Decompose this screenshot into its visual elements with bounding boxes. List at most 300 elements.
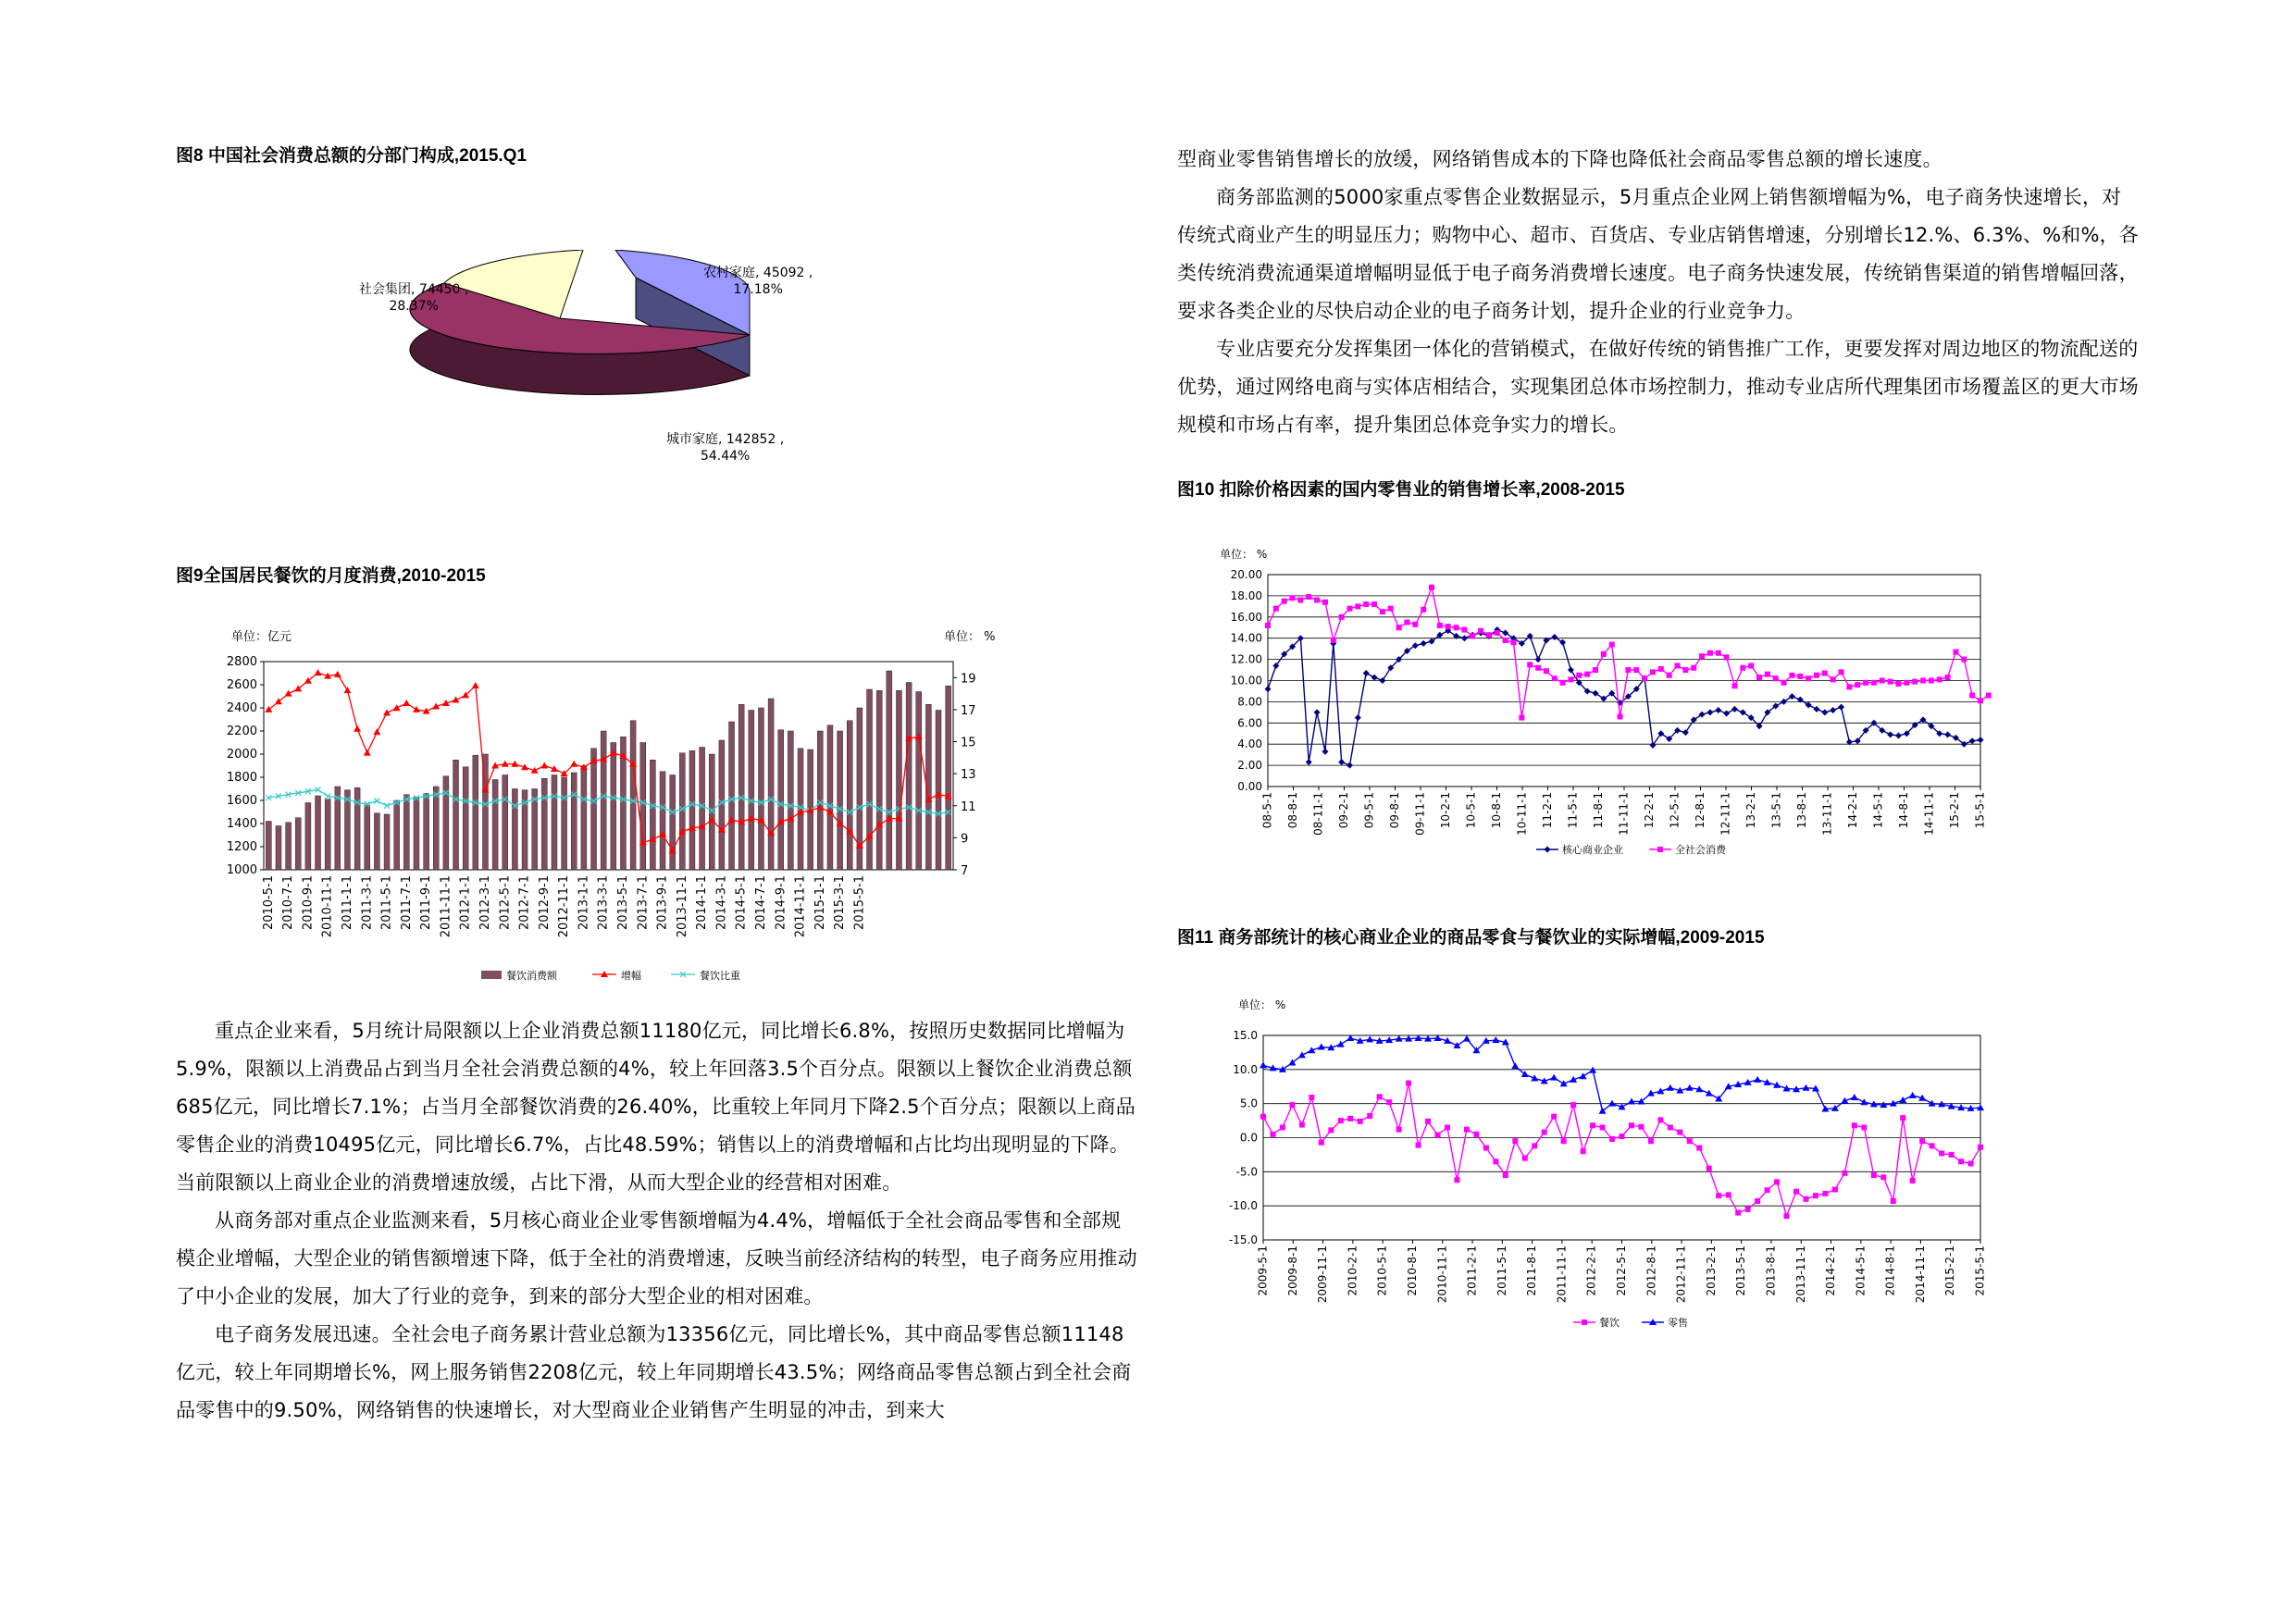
fig11-point <box>1822 1191 1828 1196</box>
fig10-point <box>1675 663 1681 668</box>
fig10-point <box>1920 678 1926 684</box>
fig10-y-label: 2.00 <box>1237 759 1262 773</box>
fig11-point <box>1445 1124 1450 1130</box>
fig9-x-label: 2013-11-1 <box>675 875 689 938</box>
fig9-bar <box>374 813 379 870</box>
fig8-label-rural: 农村家庭, 45092 , 17.18% <box>703 266 813 297</box>
fig9-legend-bar-swatch <box>481 971 502 979</box>
fig10-point <box>1789 673 1794 678</box>
fig11-point <box>1891 1198 1896 1204</box>
fig11-point <box>1435 1133 1441 1138</box>
fig11-x-label: 2012-8-1 <box>1644 1245 1658 1296</box>
fig11-x-label: 2010-8-1 <box>1405 1245 1419 1296</box>
fig11-x-label: 2015-2-1 <box>1943 1245 1957 1296</box>
fig9-yleft-label: 1600 <box>226 794 257 808</box>
fig9-x-label: 2013-1-1 <box>577 875 591 931</box>
fig9-bar <box>867 689 873 870</box>
fig11-point <box>1483 1146 1489 1151</box>
fig10-point <box>1535 665 1541 671</box>
fig10-point <box>1831 676 1836 682</box>
fig11-x-label: 2014-2-1 <box>1824 1245 1838 1296</box>
fig11-legend-label: 餐饮 <box>1599 1317 1620 1329</box>
fig10-x-label: 13-8-1 <box>1795 792 1808 829</box>
fig10-x-label: 12-8-1 <box>1694 792 1706 829</box>
fig10-point <box>1855 682 1860 688</box>
fig10-point <box>1412 622 1418 627</box>
fig10-point <box>1880 678 1885 684</box>
fig10-point <box>1716 650 1721 656</box>
left-paragraph-1: 重点企业来看，5月统计局限额以上企业消费总额11180亿元，同比增长6.8%，按照历史数据同比增幅为5.9%，限额以上消费品占到当月全社会消费总额的4%，较上年回落3.5个百分点。限额以上餐饮企业消费总额685亿元，同比增长7.1%；占当月全部餐饮消费的26.40%，比重较上年同月下降2.5个百分点；限额以上商品零售企业的消费10495亿元，同比增长6.7%，占比48.59%；销售以上的消费增幅和占比均出现明显的下降。当前限额以上商业企业的消费增速放缓，占比下滑，从而大型企业的经营相对困难。 <box>176 1020 1136 1194</box>
fig11-caption: 图11 商务部统计的核心商业企业的商品零食与餐饮业的实际增幅,2009-2015 <box>1177 928 1765 948</box>
fig10-point <box>1839 669 1844 675</box>
left-paragraph-3: 电子商务发展迅速。全社会电子商务累计营业总额为13356亿元，同比增长%，其中商品零售总额11148亿元，较上年同期增长%，网上服务销售2208亿元，较上年同期增长43.5%；网络商品零售总额占到全社会商品零售中的9.50%，网络销售的快速增长，对大型商业企业销售产生明显的冲击，到来大 <box>176 1323 1132 1421</box>
fig9-yright-label: 17 <box>961 703 976 718</box>
fig10-point <box>1748 663 1754 668</box>
fig10-x-label: 09-8-1 <box>1388 792 1401 829</box>
fig11-y-label: -5.0 <box>1235 1165 1258 1179</box>
fig9-bar <box>611 743 616 871</box>
fig9-bar <box>768 699 774 870</box>
fig10-point <box>1396 625 1402 630</box>
fig11-point <box>1687 1138 1693 1144</box>
fig10-point <box>1314 597 1320 602</box>
fig11-point <box>1677 1130 1682 1135</box>
fig10-y-label: 14.00 <box>1230 631 1262 645</box>
fig11-point <box>1416 1143 1421 1148</box>
fig10-x-label: 08-5-1 <box>1260 792 1274 829</box>
fig9-x-label: 2011-1-1 <box>340 875 354 931</box>
fig9-bar <box>492 780 498 871</box>
fig9-x-label: 2012-3-1 <box>478 875 492 931</box>
fig9-bar <box>571 773 577 870</box>
fig9-bar <box>305 803 311 871</box>
fig10-point <box>1871 680 1877 686</box>
fig10-point <box>1953 650 1958 655</box>
fig10-point <box>1495 630 1500 636</box>
fig10-point <box>1511 639 1517 645</box>
fig9-bar <box>896 690 901 870</box>
fig10-x-label: 13-2-1 <box>1744 792 1757 829</box>
fig9-bar <box>670 775 676 871</box>
fig11-point <box>1609 1136 1615 1142</box>
fig10-point <box>1331 638 1336 643</box>
fig9-bar <box>906 683 912 871</box>
fig10-point <box>1576 673 1582 678</box>
fig10-caption: 图10 扣除价格因素的国内零售业的销售增长率,2008-2015 <box>1177 480 1625 500</box>
fig10-point <box>1724 654 1730 660</box>
fig10-x-label: 13-11-1 <box>1820 792 1834 836</box>
fig11-x-label: 2011-2-1 <box>1465 1245 1479 1296</box>
fig10-x-label: 12-2-1 <box>1643 792 1656 829</box>
fig9-bar <box>325 799 330 870</box>
fig9-x-label: 2012-9-1 <box>537 875 552 931</box>
fig9-yright-label: 15 <box>961 736 976 750</box>
fig9-legend-share: 餐饮比重 <box>700 970 740 982</box>
fig11-point <box>1755 1198 1760 1204</box>
fig10-point <box>1478 628 1483 634</box>
fig9-yleft-label: 2600 <box>226 678 257 692</box>
fig10-legend-label: 核心商业企业 <box>1562 844 1623 856</box>
fig11-point <box>1958 1158 1964 1164</box>
fig10-point <box>1846 684 1852 689</box>
fig10-chart <box>1212 541 1999 865</box>
right-paragraph-3: 专业店要充分发挥集团一体化的营销模式，在做好传统的销售推广工作，更要发挥对周边地区的物流配送的优势，通过网络电商与实体店相结合，实现集团总体市场控制力，推动专业店所代理集团市场覆盖区的更大市场规模和市场占有率，提升集团总体竞争实力的增长。 <box>1177 338 2139 436</box>
fig9-yright-label: 19 <box>961 672 976 687</box>
fig11-point <box>1358 1119 1363 1124</box>
fig11-legend-label: 零售 <box>1668 1317 1688 1329</box>
fig10-unit: 单位： % <box>1220 548 1268 561</box>
fig9-x-label: 2015-1-1 <box>813 875 827 931</box>
fig9-bar <box>758 708 763 870</box>
fig9-x-label: 2013-5-1 <box>615 875 630 931</box>
fig11-point <box>1765 1187 1770 1193</box>
fig10-x-label: 12-5-1 <box>1668 792 1682 829</box>
fig10-x-label: 09-11-1 <box>1413 792 1427 836</box>
fig11-point <box>1473 1132 1479 1137</box>
fig11-point <box>1425 1119 1431 1124</box>
fig9-legend-growth: 增幅 <box>621 970 641 982</box>
fig11-x-label: 2011-8-1 <box>1525 1245 1539 1296</box>
fig11-point <box>1493 1158 1498 1164</box>
fig10-x-label: 08-11-1 <box>1311 792 1325 836</box>
fig10-x-label: 15-5-1 <box>1973 792 1987 829</box>
fig10-point <box>1388 606 1394 612</box>
fig9-bar <box>788 731 793 870</box>
fig10-point <box>1978 698 1983 703</box>
fig10-point <box>1404 620 1409 626</box>
fig9-yright-label: 7 <box>961 864 969 878</box>
fig11-point <box>1871 1172 1877 1178</box>
fig10-x-label: 13-5-1 <box>1769 792 1783 829</box>
fig10-point <box>1937 676 1942 682</box>
fig10-point <box>1625 667 1631 673</box>
left-body-text <box>176 1012 1138 1430</box>
fig10-x-label: 10-2-1 <box>1439 792 1452 829</box>
fig11-point <box>1638 1124 1644 1130</box>
fig10-point <box>1888 679 1893 685</box>
fig10-point <box>1756 675 1762 680</box>
fig10-point <box>1814 673 1819 678</box>
fig10-point <box>1912 679 1917 685</box>
fig9-bar <box>394 800 400 870</box>
fig10-point <box>1282 599 1287 604</box>
fig9-yleft-label: 1000 <box>226 863 257 877</box>
fig9-bar <box>433 787 439 870</box>
fig9-bar <box>689 750 695 870</box>
fig11-point <box>1968 1160 1974 1166</box>
fig10-x-label: 08-8-1 <box>1286 792 1299 829</box>
fig11-x-label: 2012-11-1 <box>1674 1245 1688 1304</box>
fig11-x-label: 2013-8-1 <box>1764 1245 1778 1296</box>
fig11-x-label: 2014-11-1 <box>1913 1245 1927 1304</box>
fig9-x-label: 2010-11-1 <box>320 875 335 938</box>
fig11-y-label: 5.0 <box>1239 1096 1258 1110</box>
fig10-point <box>1781 680 1787 686</box>
fig11-unit: 单位： % <box>1238 998 1286 1011</box>
fig10-point <box>1486 632 1492 638</box>
fig11-point <box>1581 1148 1586 1154</box>
fig9-legend-bar: 餐饮消费额 <box>506 970 557 982</box>
fig11-point <box>1396 1127 1402 1133</box>
fig10-point <box>1929 678 1934 684</box>
fig11-point <box>1542 1130 1547 1135</box>
fig11-x-label: 2009-5-1 <box>1256 1245 1270 1296</box>
fig11-point <box>1260 1114 1266 1120</box>
fig11-x-label: 2009-8-1 <box>1285 1245 1299 1296</box>
fig10-point <box>1560 680 1566 686</box>
fig10-point <box>1454 625 1459 630</box>
fig10-point <box>1609 642 1615 648</box>
fig9-bar <box>847 721 852 870</box>
fig9-x-label: 2011-11-1 <box>439 875 453 938</box>
fig11-point <box>1668 1124 1673 1130</box>
fig9-bar <box>276 826 281 871</box>
fig10-point <box>1470 633 1475 638</box>
fig9-right-unit: 单位： % <box>944 630 996 644</box>
fig10-point <box>1552 675 1558 681</box>
fig10-y-label: 20.00 <box>1230 568 1262 581</box>
fig10-y-label: 12.00 <box>1230 652 1262 666</box>
fig9-bar <box>778 730 784 870</box>
fig11-point <box>1657 1117 1663 1122</box>
fig11-point <box>1620 1134 1625 1139</box>
fig9-caption: 图9全国居民餐饮的月度消费,2010-2015 <box>176 566 486 586</box>
fig9-bar <box>316 796 321 870</box>
fig9-yleft-label: 2400 <box>226 701 257 715</box>
fig9-bar <box>562 777 567 870</box>
fig9-yright-label: 13 <box>961 768 976 783</box>
fig11-point <box>1813 1193 1818 1198</box>
fig9-x-label: 2012-11-1 <box>557 875 572 938</box>
fig10-point <box>1904 680 1909 686</box>
fig11-point <box>1532 1143 1537 1148</box>
fig11-x-label: 2010-5-1 <box>1375 1245 1389 1296</box>
fig11-point <box>1570 1102 1576 1108</box>
fig11-point <box>1367 1113 1372 1119</box>
fig9-bar <box>581 766 587 871</box>
fig11-point <box>1745 1207 1751 1212</box>
fig10-point <box>1380 609 1385 614</box>
fig9-x-label: 2014-11-1 <box>793 875 808 938</box>
fig9-x-label: 2012-5-1 <box>498 875 513 931</box>
fig11-point <box>1978 1145 1983 1150</box>
fig10-point <box>1446 624 1451 629</box>
right-body-text <box>1177 141 2140 444</box>
fig10-x-label: 14-5-1 <box>1871 792 1885 829</box>
fig9-x-label: 2015-5-1 <box>852 875 867 931</box>
fig10-x-label: 09-5-1 <box>1362 792 1376 829</box>
fig10-point <box>1797 674 1803 679</box>
fig11-point <box>1377 1094 1383 1099</box>
fig9-bar <box>838 731 843 870</box>
right-paragraph-1: 型商业零售销售增长的放缓，网络销售成本的下降也降低社会商品零售总额的增长速度。 <box>1177 148 1942 170</box>
fig11-y-label: 0.0 <box>1239 1131 1258 1145</box>
fig10-x-label: 10-8-1 <box>1490 792 1503 829</box>
fig9-yleft-label: 1800 <box>226 771 257 785</box>
fig11-point <box>1706 1166 1712 1171</box>
fig10-point <box>1822 670 1828 675</box>
fig9-x-label: 2013-3-1 <box>596 875 611 931</box>
fig11-point <box>1716 1193 1721 1198</box>
fig10-x-label: 11-8-1 <box>1592 792 1605 829</box>
fig11-point <box>1803 1196 1808 1202</box>
fig11-point <box>1299 1122 1305 1128</box>
fig9-x-label: 2010-5-1 <box>261 875 276 931</box>
fig9-x-label: 2014-9-1 <box>774 875 788 931</box>
fig8-label-city: 城市家庭, 142852 , 54.44% <box>666 432 785 464</box>
fig11-point <box>1910 1178 1916 1183</box>
fig9-x-label: 2014-1-1 <box>695 875 710 931</box>
fig9-bar <box>384 814 390 870</box>
fig10-point <box>1601 651 1607 657</box>
fig9-bar <box>660 772 665 870</box>
fig11-legend-marker <box>1582 1319 1587 1325</box>
fig11-point <box>1309 1095 1314 1100</box>
fig9-x-label: 2013-9-1 <box>655 875 670 931</box>
fig10-point <box>1806 675 1811 681</box>
fig9-bar <box>463 767 468 870</box>
fig9-bar <box>443 776 449 870</box>
fig10-point <box>1895 681 1901 687</box>
fig9-yright-label: 9 <box>961 832 969 847</box>
fig11-point <box>1832 1186 1838 1192</box>
fig10-point <box>1544 668 1549 674</box>
fig11-point <box>1454 1177 1459 1183</box>
fig11-x-label: 2009-11-1 <box>1316 1245 1330 1304</box>
fig10-point <box>1421 607 1426 613</box>
fig9-yleft-label: 2200 <box>226 725 257 738</box>
fig8-label-group-text: 社会集团 <box>359 282 411 297</box>
fig9-bar <box>640 743 646 871</box>
fig9-x-label: 2011-7-1 <box>399 875 414 931</box>
fig9-yleft-label: 2000 <box>226 748 257 762</box>
fig9-bar <box>946 686 951 870</box>
fig9-bar <box>266 822 271 871</box>
fig10-point <box>1322 600 1328 605</box>
fig9-bar <box>453 760 459 870</box>
fig11-point <box>1280 1124 1285 1130</box>
fig10-x-label: 11-11-1 <box>1617 792 1631 836</box>
fig10-y-label: 6.00 <box>1237 716 1262 730</box>
fig9-x-label: 2011-3-1 <box>360 875 375 931</box>
fig10-point <box>1618 713 1623 719</box>
fig10-x-label: 11-2-1 <box>1541 792 1554 829</box>
fig10-point <box>1297 597 1303 602</box>
fig11-x-label: 2013-11-1 <box>1793 1245 1807 1304</box>
fig10-point <box>1429 585 1434 590</box>
fig9-x-label: 2014-5-1 <box>734 875 749 931</box>
fig9-bar <box>650 760 655 870</box>
fig10-point <box>1347 606 1353 612</box>
fig10-point <box>1568 676 1573 682</box>
fig9-bar <box>936 711 941 871</box>
fig8-caption: 图8 中国社会消费总额的分部门构成,2015.Q1 <box>176 146 527 166</box>
fig11-point <box>1328 1127 1334 1133</box>
fig9-x-label: 2015-3-1 <box>833 875 848 931</box>
fig10-x-label: 11-5-1 <box>1566 792 1580 829</box>
fig10-point <box>1273 606 1279 612</box>
fig10-point <box>1593 667 1598 673</box>
fig10-point <box>1650 669 1656 675</box>
fig11-y-label: -15.0 <box>1228 1233 1258 1246</box>
fig10-x-label: 14-8-1 <box>1897 792 1910 829</box>
fig11-x-label: 2012-2-1 <box>1584 1245 1598 1296</box>
fig11-point <box>1949 1152 1955 1158</box>
fig10-point <box>1584 672 1590 677</box>
fig9-left-unit: 单位：亿元 <box>231 630 292 644</box>
fig9-bar <box>591 749 597 870</box>
fig9-chart <box>204 620 1018 999</box>
fig9-bar <box>630 721 636 870</box>
fig11-point <box>1590 1122 1595 1128</box>
fig11-point <box>1629 1122 1634 1128</box>
fig10-x-label: 12-11-1 <box>1719 792 1732 836</box>
fig11-x-label: 2012-5-1 <box>1615 1245 1628 1296</box>
fig11-point <box>1347 1116 1353 1121</box>
fig11-point <box>1774 1179 1780 1184</box>
fig10-point <box>1961 657 1967 663</box>
fig10-point <box>1863 680 1868 686</box>
fig10-legend-marker <box>1657 847 1663 852</box>
fig10-y-label: 18.00 <box>1230 588 1262 602</box>
fig9-bar <box>601 731 606 870</box>
fig10-point <box>1290 595 1296 601</box>
fig10-point <box>1699 653 1705 659</box>
fig9-bar <box>512 789 517 871</box>
fig11-point <box>1464 1127 1470 1133</box>
fig11-x-label: 2014-5-1 <box>1854 1245 1868 1296</box>
fig11-x-label: 2010-11-1 <box>1435 1245 1449 1304</box>
fig11-x-label: 2013-2-1 <box>1704 1245 1718 1296</box>
fig8-label-city-text: 城市家庭 <box>666 432 718 447</box>
fig11-point <box>1919 1138 1925 1144</box>
fig9-yright-label: 11 <box>961 799 976 814</box>
fig11-point <box>1793 1189 1799 1195</box>
fig10-x-label: 10-11-1 <box>1515 792 1529 836</box>
fig11-point <box>1696 1146 1702 1151</box>
fig9-bar <box>503 775 508 871</box>
fig10-point <box>1306 594 1311 600</box>
fig11-point <box>1735 1210 1741 1216</box>
fig11-point <box>1930 1143 1935 1148</box>
fig10-point <box>1682 667 1688 673</box>
fig11-point <box>1319 1140 1324 1146</box>
fig10-point <box>1691 665 1696 671</box>
fig11-chart <box>1222 992 1999 1344</box>
fig11-point <box>1270 1132 1275 1137</box>
fig10-point <box>1740 665 1745 671</box>
fig10-point <box>1355 603 1360 609</box>
fig10-point <box>1765 672 1770 677</box>
fig9-bar <box>738 704 744 870</box>
fig9-yleft-label: 1200 <box>226 840 257 854</box>
fig10-point <box>1658 666 1664 672</box>
fig9-bar <box>887 671 892 870</box>
fig9-bar <box>729 722 735 870</box>
fig9-x-label: 2012-1-1 <box>458 875 473 931</box>
fig10-y-label: 0.00 <box>1237 780 1262 793</box>
fig9-bar <box>827 725 833 870</box>
fig9-x-label: 2010-9-1 <box>301 875 316 931</box>
fig10-point <box>1773 675 1779 681</box>
fig11-y-label: -10.0 <box>1228 1199 1258 1213</box>
fig10-y-label: 8.00 <box>1237 695 1262 709</box>
fig10-x-label: 09-2-1 <box>1337 792 1350 829</box>
fig11-point <box>1338 1118 1344 1123</box>
fig10-x-label: 14-2-1 <box>1846 792 1859 829</box>
fig10-legend-label: 全社会消费 <box>1675 844 1726 856</box>
fig9-bar <box>541 778 547 870</box>
